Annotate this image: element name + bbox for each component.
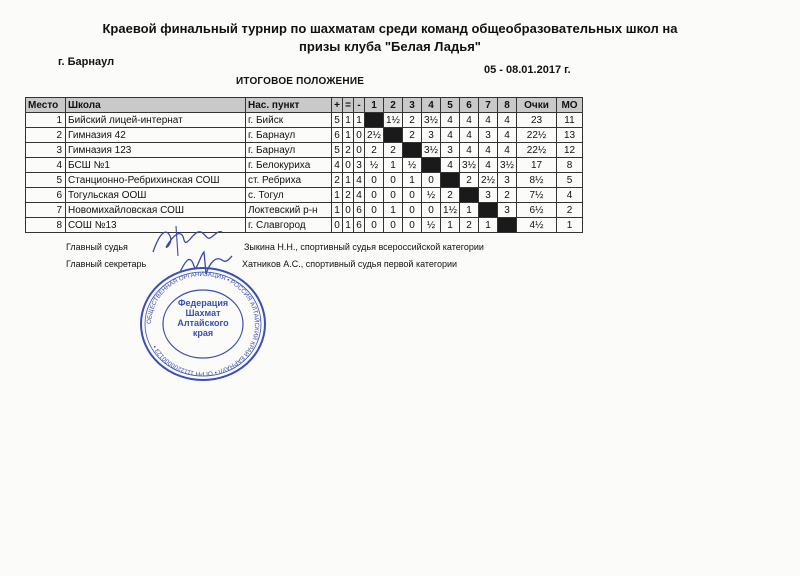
header-mo: МО xyxy=(557,98,583,113)
table-row xyxy=(26,173,583,188)
game-result-cell: 4 xyxy=(498,113,517,128)
official-stamp xyxy=(133,264,273,384)
place-cell: 7 xyxy=(26,203,66,218)
header-round-8: 8 xyxy=(498,98,517,113)
game-result-cell: 4 xyxy=(479,143,498,158)
self-game-cell xyxy=(460,188,479,203)
chief-secretary-name: Хатников А.С., спортивный судья первой категории xyxy=(242,259,458,269)
town-cell: с. Тогул xyxy=(246,188,332,203)
place-cell: 5 xyxy=(26,173,66,188)
game-result-cell: 3½ xyxy=(460,158,479,173)
game-result-cell: 1 xyxy=(403,173,422,188)
game-result-cell: 2 xyxy=(460,173,479,188)
wins-cell: 5 xyxy=(332,113,343,128)
town-cell: г. Белокуриха xyxy=(246,158,332,173)
game-result-cell: 2 xyxy=(441,188,460,203)
game-result-cell: 0 xyxy=(365,203,384,218)
losses-cell: 4 xyxy=(354,173,365,188)
game-result-cell: 3 xyxy=(422,128,441,143)
draws-cell: 1 xyxy=(343,173,354,188)
losses-cell: 6 xyxy=(354,218,365,233)
header-round-1: 1 xyxy=(365,98,384,113)
losses-cell: 6 xyxy=(354,203,365,218)
wins-cell: 2 xyxy=(332,173,343,188)
header-points: Очки xyxy=(517,98,557,113)
game-result-cell: 3 xyxy=(441,143,460,158)
game-result-cell: 3½ xyxy=(422,143,441,158)
game-result-cell: 4 xyxy=(460,113,479,128)
table-row xyxy=(26,128,583,143)
school-cell: БСШ №1 xyxy=(66,158,246,173)
self-game-cell xyxy=(384,128,403,143)
points-cell: 8½ xyxy=(517,173,557,188)
place-cell: 4 xyxy=(26,158,66,173)
draws-cell: 1 xyxy=(343,128,354,143)
header-round-3: 3 xyxy=(403,98,422,113)
place-cell: 8 xyxy=(26,218,66,233)
game-result-cell: 0 xyxy=(365,218,384,233)
game-result-cell: 4 xyxy=(498,143,517,158)
game-result-cell: 3½ xyxy=(498,158,517,173)
chief-judge-label: Главный судья xyxy=(66,242,128,252)
game-result-cell: 4 xyxy=(441,158,460,173)
school-cell: СОШ №13 xyxy=(66,218,246,233)
wins-cell: 4 xyxy=(332,158,343,173)
town-cell: г. Славгород xyxy=(246,218,332,233)
table-row xyxy=(26,143,583,158)
game-result-cell: ½ xyxy=(365,158,384,173)
table-row xyxy=(26,188,583,203)
table-row xyxy=(26,158,583,173)
game-result-cell: 1½ xyxy=(384,113,403,128)
school-cell: Станционно-Ребрихинская СОШ xyxy=(66,173,246,188)
losses-cell: 1 xyxy=(354,113,365,128)
place-cell: 3 xyxy=(26,143,66,158)
game-result-cell: 3 xyxy=(498,203,517,218)
header-place: Место xyxy=(26,98,66,113)
game-result-cell: 4 xyxy=(441,113,460,128)
game-result-cell: 4 xyxy=(460,128,479,143)
game-result-cell: 2 xyxy=(384,143,403,158)
wins-cell: 0 xyxy=(332,218,343,233)
mo-cell: 11 xyxy=(557,113,583,128)
chief-judge-name: Зыкина Н.Н., спортивный судья всероссийской категории xyxy=(244,242,484,252)
game-result-cell: 0 xyxy=(422,203,441,218)
game-result-cell: 0 xyxy=(365,188,384,203)
school-cell: Гимназия 42 xyxy=(66,128,246,143)
school-cell: Тогульская ООШ xyxy=(66,188,246,203)
mo-cell: 2 xyxy=(557,203,583,218)
game-result-cell: ½ xyxy=(403,158,422,173)
points-cell: 23 xyxy=(517,113,557,128)
losses-cell: 3 xyxy=(354,158,365,173)
game-result-cell: 0 xyxy=(384,188,403,203)
self-game-cell xyxy=(498,218,517,233)
game-result-cell: 0 xyxy=(384,218,403,233)
school-cell: Гимназия 123 xyxy=(66,143,246,158)
mo-cell: 5 xyxy=(557,173,583,188)
draws-cell: 1 xyxy=(343,218,354,233)
table-row xyxy=(26,113,583,128)
stamp-center-text: Федерация Шахмат Алтайского края xyxy=(177,298,229,338)
self-game-cell xyxy=(365,113,384,128)
results-table xyxy=(25,97,583,233)
game-result-cell: 1½ xyxy=(441,203,460,218)
game-result-cell: 2 xyxy=(498,188,517,203)
game-result-cell: 2 xyxy=(365,143,384,158)
game-result-cell: 0 xyxy=(365,173,384,188)
header-round-6: 6 xyxy=(460,98,479,113)
header-round-5: 5 xyxy=(441,98,460,113)
points-cell: 22½ xyxy=(517,128,557,143)
game-result-cell: 1 xyxy=(384,158,403,173)
game-result-cell: 2 xyxy=(403,128,422,143)
draws-cell: 0 xyxy=(343,158,354,173)
game-result-cell: 1 xyxy=(384,203,403,218)
game-result-cell: 3 xyxy=(498,173,517,188)
game-result-cell: 1 xyxy=(460,203,479,218)
header-town: Нас. пункт xyxy=(246,98,332,113)
game-result-cell: 0 xyxy=(403,188,422,203)
game-result-cell: ½ xyxy=(422,188,441,203)
dates-label: 05 - 08.01.2017 г. xyxy=(484,64,571,76)
game-result-cell: 2 xyxy=(403,113,422,128)
game-result-cell: 2½ xyxy=(479,173,498,188)
wins-cell: 1 xyxy=(332,203,343,218)
self-game-cell xyxy=(441,173,460,188)
game-result-cell: 4 xyxy=(479,158,498,173)
game-result-cell: 3 xyxy=(479,128,498,143)
game-result-cell: 3 xyxy=(479,188,498,203)
header-wins: + xyxy=(332,98,343,113)
title-line-2: призы клуба "Белая Ладья" xyxy=(299,39,481,54)
mo-cell: 12 xyxy=(557,143,583,158)
school-cell: Новомихайловская СОШ xyxy=(66,203,246,218)
game-result-cell: 2½ xyxy=(365,128,384,143)
place-cell: 6 xyxy=(26,188,66,203)
town-cell: ст. Ребриха xyxy=(246,173,332,188)
place-cell: 1 xyxy=(26,113,66,128)
town-cell: г. Барнаул xyxy=(246,128,332,143)
game-result-cell: 4 xyxy=(441,128,460,143)
losses-cell: 0 xyxy=(354,143,365,158)
game-result-cell: 1 xyxy=(479,218,498,233)
school-cell: Бийский лицей-интернат xyxy=(66,113,246,128)
draws-cell: 1 xyxy=(343,113,354,128)
mo-cell: 1 xyxy=(557,218,583,233)
self-game-cell xyxy=(479,203,498,218)
game-result-cell: 0 xyxy=(403,203,422,218)
city-label: г. Барнаул xyxy=(58,56,115,68)
self-game-cell xyxy=(422,158,441,173)
header-round-2: 2 xyxy=(384,98,403,113)
points-cell: 22½ xyxy=(517,143,557,158)
game-result-cell: 0 xyxy=(422,173,441,188)
mo-cell: 13 xyxy=(557,128,583,143)
header-round-4: 4 xyxy=(422,98,441,113)
header-losses: - xyxy=(354,98,365,113)
header-school: Школа xyxy=(66,98,246,113)
wins-cell: 5 xyxy=(332,143,343,158)
game-result-cell: ½ xyxy=(422,218,441,233)
wins-cell: 6 xyxy=(332,128,343,143)
game-result-cell: 4 xyxy=(479,113,498,128)
chief-secretary-label: Главный секретарь xyxy=(66,259,147,269)
table-row xyxy=(26,203,583,218)
game-result-cell: 4 xyxy=(498,128,517,143)
table-header-row xyxy=(26,98,583,113)
mo-cell: 8 xyxy=(557,158,583,173)
game-result-cell: 3½ xyxy=(422,113,441,128)
game-result-cell: 1 xyxy=(441,218,460,233)
place-cell: 2 xyxy=(26,128,66,143)
title-line-1: Краевой финальный турнир по шахматам среди команд общеобразовательных школ на xyxy=(102,21,678,36)
points-cell: 17 xyxy=(517,158,557,173)
game-result-cell: 2 xyxy=(460,218,479,233)
header-draws: = xyxy=(343,98,354,113)
mo-cell: 4 xyxy=(557,188,583,203)
draws-cell: 0 xyxy=(343,203,354,218)
game-result-cell: 4 xyxy=(460,143,479,158)
wins-cell: 1 xyxy=(332,188,343,203)
draws-cell: 2 xyxy=(343,188,354,203)
points-cell: 6½ xyxy=(517,203,557,218)
losses-cell: 4 xyxy=(354,188,365,203)
game-result-cell: 0 xyxy=(403,218,422,233)
stamp-ring-text: ОБЩЕСТВЕННАЯ ОРГАНИЗАЦИЯ • РОССИЯ АЛТАЙСКИЙ КРАЙ БАРНАУЛ • ОГРН 1112200000123 • xyxy=(145,270,261,378)
town-cell: г. Бийск xyxy=(246,113,332,128)
document-title xyxy=(0,20,800,56)
table-row xyxy=(26,218,583,233)
town-cell: г. Барнаул xyxy=(246,143,332,158)
header-round-7: 7 xyxy=(479,98,498,113)
draws-cell: 2 xyxy=(343,143,354,158)
game-result-cell: 0 xyxy=(384,173,403,188)
town-cell: Локтевский р-н xyxy=(246,203,332,218)
final-standings-heading: ИТОГОВОЕ ПОЛОЖЕНИЕ xyxy=(236,76,365,87)
losses-cell: 0 xyxy=(354,128,365,143)
points-cell: 7½ xyxy=(517,188,557,203)
self-game-cell xyxy=(403,143,422,158)
points-cell: 4½ xyxy=(517,218,557,233)
